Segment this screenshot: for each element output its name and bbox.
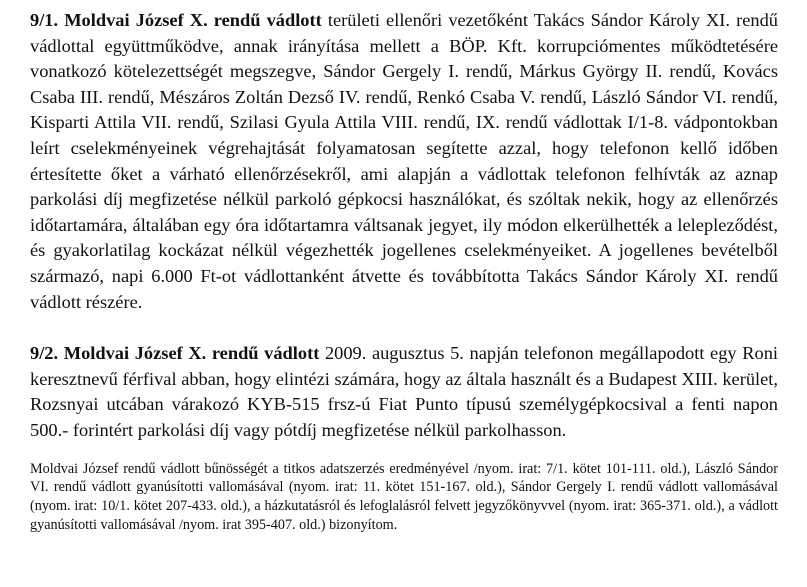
section-9-1: [30, 8, 778, 315]
section-9-2-body: 2009. augusztus 5. napján telefonon megállapodott egy Roni keresztnevű férfival abban, hogy elintézi számára, hogy az általa használt és a Budapest XIII. kerület, Rozsnyai utcában várakozó KYB-515 frsz-ú Fiat Punto típusú személygépkocsival a fenti napon 500.- forintért parkolási díj vagy pótdíj megfizetése nélkül parkolhasson.: [30, 343, 779, 440]
evidence-note: Moldvai József rendű vádlott bűnösségét a titkos adatszerzés eredményével /nyom. irat: 7/1. kötet 101-111. old.), László Sándor VI. rendű vádlott gyanúsítotti vallomásával (nyom. irat: 11. kötet 151-167. old.), Sándor Gergely I. rendű vádlott vallomásával (nyom. irat: 10/1. kötet 207-433. old.), a házkutatásról és lefoglalásról felvett jegyzőkönyvvel (nyom. irat: 365-371. old.), a vádlott gyanúsítotti vallomásával /nyom. irat 395-407. old.) bizonyítom.: [30, 460, 778, 533]
section-9-2: [30, 341, 778, 443]
section-9-1-heading: 9/1. Moldvai József X. rendű vádlott: [30, 10, 322, 30]
section-9-2-heading: 9/2. Moldvai József X. rendű vádlott: [30, 343, 320, 364]
document-page: [30, 8, 778, 535]
section-9-1-body: területi ellenőri vezetőként Takács Sándor Károly XI. rendű vádlottal együttműködve, annak irányítása mellett a BÖP. Kft. korrupciómentes működtetésére vonatkozó kötelezettségét megszegve, Sándor Gergely I. rendű, Márkus György II. rendű, Kovács Csaba III. rendű, Mészáros Zoltán Dezső IV. rendű, Renkó Csaba V. rendű, László Sándor VI. rendű, Kisparti Attila VII. rendű, Szilasi Gyula Attila VIII. rendű, IX. rendű vádlottak I/1-8. vádpontokban leírt cselekményeinek végrehajtását folyamatosan segítette azzal, hogy telefonon kellő időben értesítette őket a várható ellenőrzésekről, ami alapján a vádlottak telefonon felhívták az aznap parkolási díj megfizetése nélkül parkoló gépkocsi használókat, és szóltak nekik, hogy az ellenőrzés időtartamára, általában egy óra időtartamra váltsanak jegyet, ily módon elkerülhették a lelepleződést, és gyakorlatilag kockázat nélkül végezhették jogellenes cselekményeiket. A jogellenes bevételből származó, napi 6.000 Ft-ot vádlottanként átvette és továbbította Takács Sándor Károly XI. rendű vádlott részére.: [30, 10, 779, 312]
